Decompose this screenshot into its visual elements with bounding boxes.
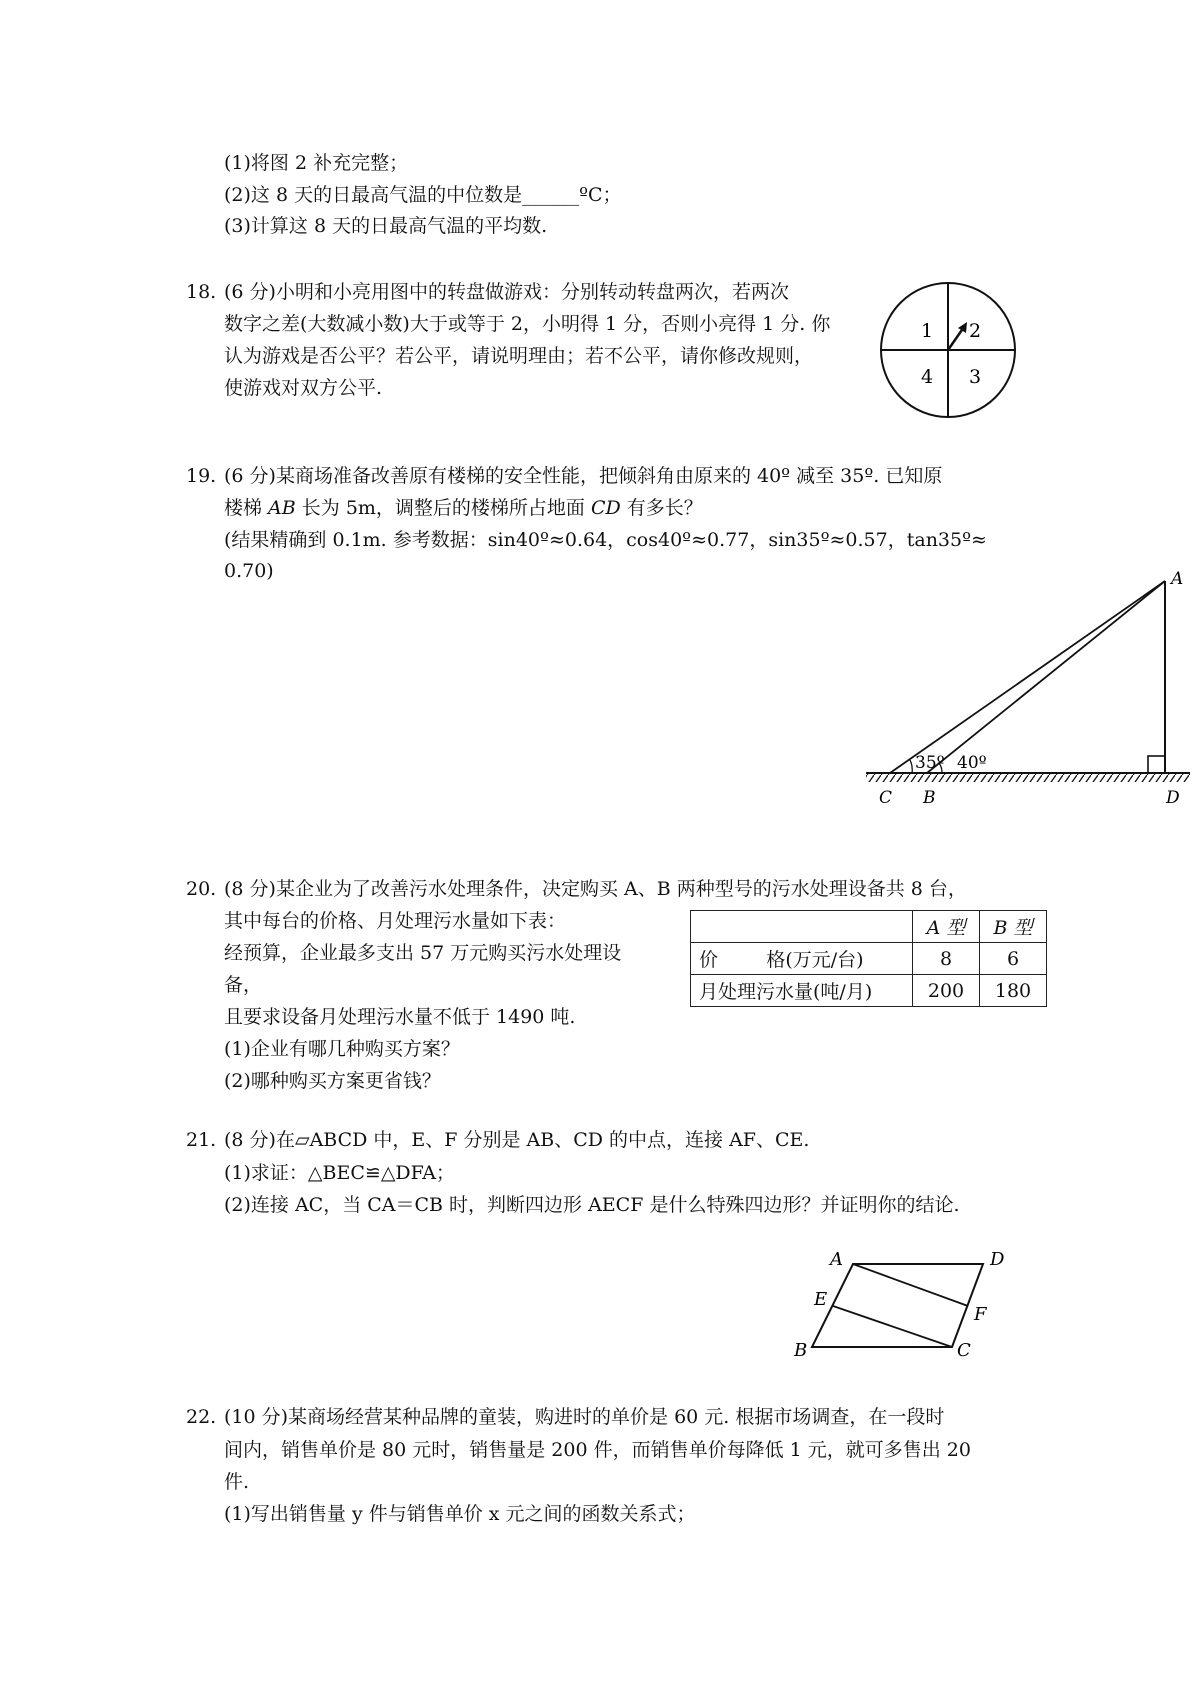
- q20-number: 20.: [186, 878, 217, 900]
- segment-af: [853, 1264, 968, 1306]
- staircase-figure: [860, 565, 1200, 835]
- q19-line2-mid: 长为 5m，调整后的楼梯所占地面: [295, 497, 591, 519]
- table-capacity-label: 月处理污水量(吨/月): [691, 975, 913, 1007]
- table-header-row: [691, 911, 1047, 943]
- q17-sub2: (2)这 8 天的日最高气温的中位数是______ºC；: [224, 184, 622, 206]
- spinner-figure: [870, 270, 1030, 430]
- vertex-label-b: B: [794, 1340, 808, 1361]
- q19-line3: (结果精确到 0.1m. 参考数据：sin40º≈0.64，cos40º≈0.77，sin35º≈0.57，tan35º≈: [224, 529, 987, 551]
- q21-sub2: (2)连接 AC，当 CA＝CB 时，判断四边形 AECF 是什么特殊四边形？并证明你的结论.: [224, 1194, 960, 1216]
- spinner-pointer: [948, 327, 964, 350]
- q20-line5: 且要求设备月处理污水量不低于 1490 吨.: [224, 1006, 576, 1028]
- segment-ac: [890, 581, 1165, 773]
- point-label-f: F: [974, 1304, 987, 1325]
- spinner-pointer-head: [958, 322, 967, 333]
- ground-hatching: [866, 773, 1190, 782]
- vertex-label-a: A: [830, 1250, 843, 1270]
- point-label-d: D: [1166, 788, 1180, 808]
- table-row-price: [691, 943, 1047, 975]
- q22-number: 22.: [186, 1406, 217, 1428]
- q18-line4: 使游戏对双方公平.: [224, 377, 383, 399]
- parallelogram-abcd: [812, 1264, 983, 1347]
- point-label-b: B: [923, 788, 936, 808]
- q21-sub1: (1)求证：△BEC≌△DFA；: [224, 1162, 455, 1184]
- q19-segment-cd: CD: [590, 497, 621, 519]
- spinner-label-4: 4: [921, 366, 934, 388]
- q19-line2-post: 有多长？: [620, 497, 703, 519]
- spinner-label-1: 1: [921, 320, 934, 342]
- q19-segment-ab: AB: [268, 497, 296, 519]
- q19-line2: [224, 495, 703, 521]
- q19-line1: (6 分)某商场准备改善原有楼梯的安全性能，把倾斜角由原来的 40º 减至 35º. 已知原: [224, 465, 943, 487]
- q18-line1: (6 分)小明和小亮用图中的转盘做游戏：分别转动转盘两次，若两次: [224, 281, 789, 303]
- table-price-label: 价 格(万元/台): [691, 943, 913, 975]
- point-label-a: A: [1171, 569, 1184, 589]
- q18-number: 18.: [186, 281, 217, 303]
- q21-line1: (8 分)在▱ABCD 中，E、F 分别是 AB、CD 的中点，连接 AF、CE.: [224, 1129, 810, 1151]
- table-row-capacity: [691, 975, 1047, 1007]
- table-header-type-b: B 型: [980, 911, 1047, 943]
- q20-line1: (8 分)某企业为了改善污水处理条件，决定购买 A、B 两种型号的污水处理设备共 8 台，: [224, 878, 967, 900]
- q18-line2: 数字之差(大数减小数)大于或等于 2，小明得 1 分，否则小亮得 1 分. 你: [224, 313, 831, 335]
- q20-line3: 经预算，企业最多支出 57 万元购买污水处理设: [224, 942, 622, 964]
- q17-sub1: (1)将图 2 补充完整；: [224, 152, 409, 174]
- q19-line4: 0.70): [224, 560, 274, 582]
- q22-line2: 间内，销售单价是 80 元时，销售量是 200 件，而销售单价每降低 1 元，就可多售出 20: [224, 1439, 971, 1461]
- point-label-c: C: [879, 788, 893, 808]
- angle-arc-35: [910, 760, 912, 773]
- table-capacity-type-a: 200: [913, 975, 980, 1007]
- q21-number: 21.: [186, 1129, 217, 1151]
- q22-sub1: (1)写出销售量 y 件与销售单价 x 元之间的函数关系式；: [224, 1503, 696, 1525]
- spinner-label-2: 2: [969, 320, 982, 342]
- segment-ab: [927, 581, 1165, 773]
- q20-line4: 备，: [224, 974, 263, 996]
- right-angle-mark: [1148, 756, 1165, 773]
- vertex-label-c: C: [957, 1340, 971, 1361]
- vertex-label-d: D: [990, 1250, 1005, 1270]
- q22-line1: (10 分)某商场经营某种品牌的童装，购进时的单价是 60 元. 根据市场调查，在一段时: [224, 1406, 945, 1428]
- equipment-spec-table: [690, 910, 1047, 1007]
- q20-sub2: (2)哪种购买方案更省钱？: [224, 1070, 441, 1092]
- point-label-e: E: [814, 1289, 828, 1310]
- table-capacity-type-b: 180: [980, 975, 1047, 1007]
- table-header-type-a: A 型: [913, 911, 980, 943]
- q19-line2-pre: 楼梯: [224, 497, 269, 519]
- table-price-type-a: 8: [913, 943, 980, 975]
- parallelogram-figure: [790, 1250, 1030, 1370]
- q18-line3: 认为游戏是否公平？若公平，请说明理由；若不公平，请你修改规则，: [224, 345, 814, 367]
- spinner-label-3: 3: [969, 366, 982, 388]
- angle-label-35: 35º: [915, 753, 945, 773]
- angle-label-40: 40º: [957, 753, 987, 773]
- segment-ec: [833, 1306, 952, 1347]
- table-header-empty: [691, 911, 913, 943]
- q20-line2: 其中每台的价格、月处理污水量如下表：: [224, 910, 567, 932]
- q22-line3: 件.: [224, 1471, 250, 1493]
- q17-sub3: (3)计算这 8 天的日最高气温的平均数.: [224, 215, 548, 237]
- table-price-type-b: 6: [980, 943, 1047, 975]
- q20-sub1: (1)企业有哪几种购买方案？: [224, 1038, 460, 1060]
- q19-number: 19.: [186, 465, 217, 487]
